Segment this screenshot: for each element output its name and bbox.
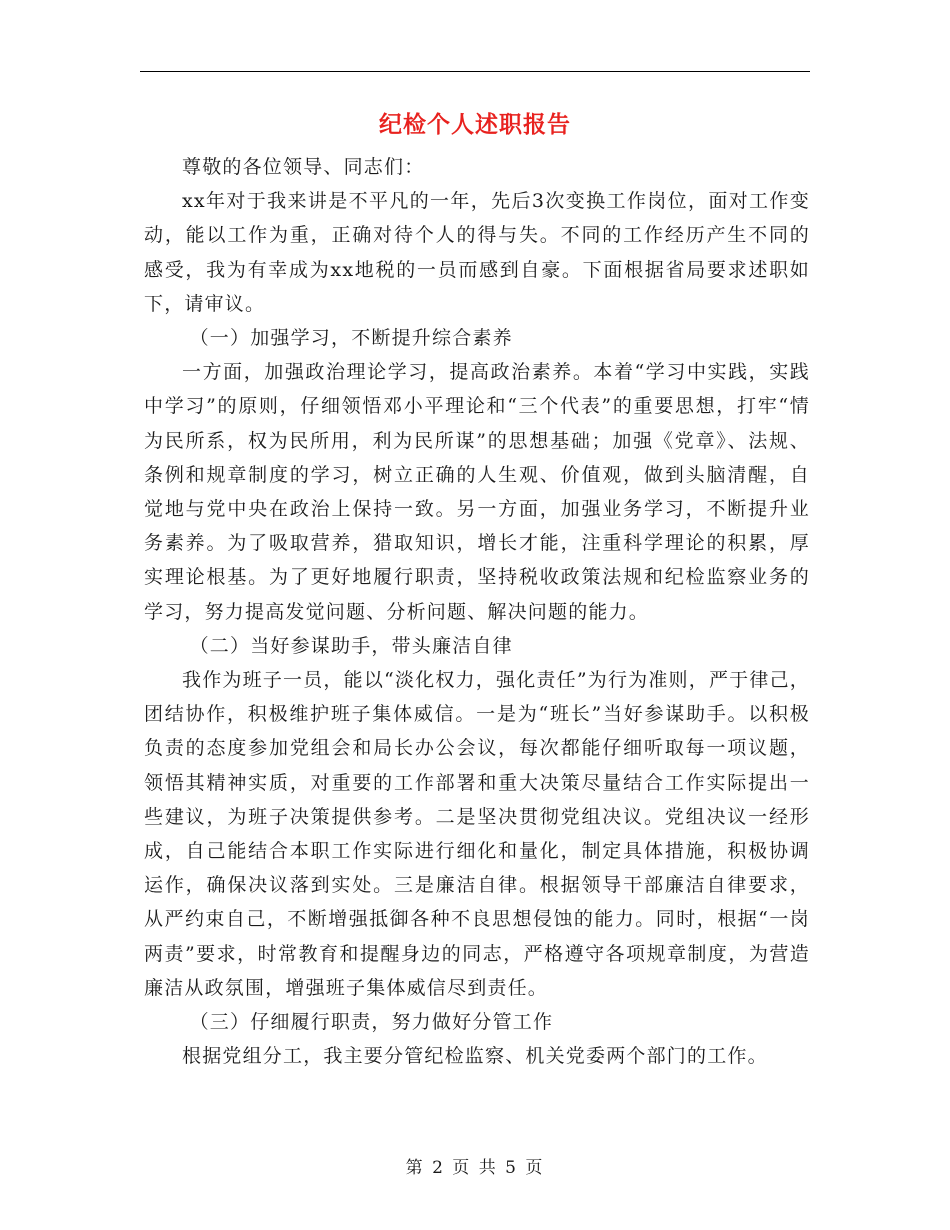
intro-paragraph: xx年对于我来讲是不平凡的一年，先后3次变换工作岗位，面对工作变动，能以工作为重，正确对待个人的得与失。不同的工作经历产生不同的感受，我为有幸成为xx地税的一员而感到自豪。下面根据省局要求述职如下，请审议。 — [144, 190, 810, 315]
salutation: 尊敬的各位领导、同志们： — [182, 156, 425, 178]
section-1-paragraph: 一方面，加强政治理论学习，提高政治素养。本着“学习中实践，实践中学习”的原则，仔细领悟邓小平理论和“三个代表”的重要思想，打牢“情为民所系，权为民所用，利为民所谋”的思想基础；加强《党章》、法规、条例和规章制度的学习，树立正确的人生观、价值观，做到头脑清醒，自觉地与党中央在政治上保持一致。另一方面，加强业务学习，不断提升业务素养。为了吸取营养，猎取知识，增长才能，注重科学理论的积累，厚实理论根基。为了更好地履行职责，坚持税收政策法规和纪检监察业务的学习，努力提高发觉问题、分析问题、解决问题的能力。 — [144, 361, 810, 623]
header-rule — [140, 71, 810, 72]
section-2-paragraph: 我作为班子一员，能以“淡化权力，强化责任”为行为准则，严于律己，团结协作，积极维护班子集体威信。一是为“班长”当好参谋助手。以积极负责的态度参加党组会和局长办公会议，每次都能仔细听取每一项议题，领悟其精神实质，对重要的工作部署和重大决策尽量结合工作实际提出一些建议，为班子决策提供参考。二是坚决贯彻党组决议。党组决议一经形成，自己能结合本职工作实际进行细化和量化，制定具体措施，积极协调运作，确保决议落到实处。三是廉洁自律。根据领导干部廉洁自律要求，从严约束自己，不断增强抵御各种不良思想侵蚀的能力。同时，根据“一岗两责”要求，时常教育和提醒身边的同志，严格遵守各项规章制度，为营造廉洁从政氛围，增强班子集体威信尽到责任。 — [144, 669, 810, 999]
page-number-footer: 第 2 页 共 5 页 — [405, 1158, 545, 1178]
section-heading-1: （一）加强学习，不断提升综合素养 — [189, 327, 513, 350]
section-heading-2: （二）当好参谋助手，带头廉洁自律 — [189, 634, 513, 657]
document-title: 纪检个人述职报告 — [379, 111, 571, 138]
section-3-paragraph: 根据党组分工，我主要分管纪检监察、机关党委两个部门的工作。 — [182, 1045, 768, 1068]
document-body — [144, 150, 810, 1073]
section-heading-3: （三）仔细履行职责，努力做好分管工作 — [189, 1011, 554, 1034]
